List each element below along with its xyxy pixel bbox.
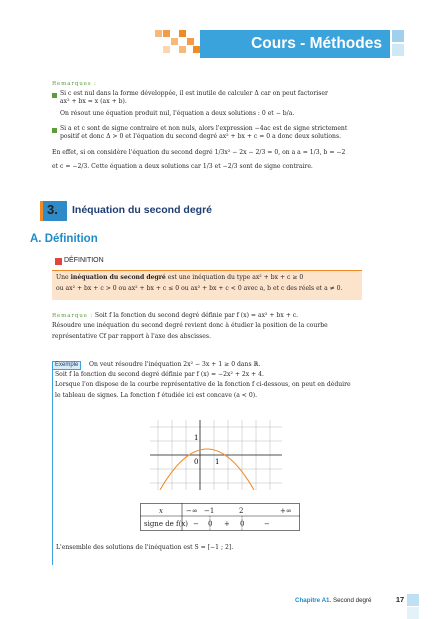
bullet (52, 128, 57, 133)
sign-cell: 0 (240, 520, 245, 528)
example-line-4: le tableau de signes. La fonction f étudiée ici est concave (a < 0). (55, 391, 258, 399)
decor-square (171, 38, 178, 45)
decor-square (179, 46, 186, 53)
definition-text-part: Une (56, 274, 71, 281)
remarque-function-line-2: Résoudre une inéquation du second degré revient donc à étudier la position de la courbe (52, 322, 328, 330)
example-tag: Exemple (52, 361, 81, 370)
sign-table-value: +∞ (280, 507, 292, 515)
page-number: 17 (395, 595, 405, 604)
sign-cell: 0 (208, 520, 213, 528)
section-title: Inéquation du second degré (72, 204, 213, 216)
definition-label: DÉFINITION (64, 257, 104, 264)
remarque-1 (60, 90, 390, 118)
definition-term: inéquation du second degré (70, 274, 166, 281)
example-line-2: Soit f la fonction du second degré définie par f (x) = −2x² + 2x + 4. (55, 371, 264, 378)
remarque-1-line-3: On résout une équation produit nul, l'équation a deux solutions : 0 et − b/a. (60, 109, 295, 117)
sign-cell: − (193, 520, 199, 528)
remarque-function-line-1 (52, 312, 372, 320)
example-line-3: Lorsque l'on dispose de la courbe représentative de la fonction f ci-dessous, on peut en déduire (55, 381, 351, 389)
remarque-2-line-2: positif et donc Δ > 0 et l'équation du second degré ax² + bx + c = 0 a donc deux solutions. (60, 133, 342, 141)
decor-square (407, 594, 419, 606)
page-header (0, 0, 435, 55)
definition-icon (55, 258, 62, 265)
sign-table-value: 2 (239, 507, 244, 515)
decor-square (187, 38, 194, 45)
sign-cell: − (264, 520, 270, 528)
footer-chapter-name: Second degré (332, 597, 372, 604)
section-number: 3. (47, 202, 58, 217)
remarque-2-line-3: En effet, si on considère l'équation du second degré 1/3x² − 2x − 2/3 = 0, on a a = 1/3, b = −2 (52, 149, 346, 156)
sign-table-value: −1 (204, 507, 215, 515)
footer-chapter-number: Chapitre A1. (295, 597, 332, 604)
sign-table (140, 503, 300, 531)
subsection-title: A. Définition (30, 233, 98, 245)
decor-square (163, 30, 170, 37)
sign-cell: + (224, 520, 230, 528)
sign-table-row-label: signe de f(x) (144, 520, 189, 528)
remarque-function (52, 312, 372, 341)
decor-square (392, 44, 404, 56)
decor-square (163, 46, 170, 53)
remarque-text: Soit f la fonction du second degré définie par f (x) = ax² + bx + c. (93, 312, 299, 319)
function-graph (150, 420, 282, 490)
example-bar (52, 361, 53, 565)
decor-square (392, 30, 404, 42)
definition-box-border (52, 270, 362, 271)
graph-label-y1: 1 (194, 434, 199, 442)
example-conclusion: L'ensemble des solutions de l'inéquation est S = [−1 ; 2]. (56, 544, 234, 551)
remarques-label: Remarques : (52, 81, 97, 87)
example-line-1: On veut résoudre l'inéquation 2x² − 3x + 1 ≥ 0 dans ℝ. (89, 361, 261, 368)
remarque-2 (60, 125, 390, 142)
remarque-function-line-3: représentative Cf par rapport à l'axe des abscisses. (52, 332, 211, 340)
definition-line-1 (56, 274, 361, 282)
remarque-2-line-4: et c = −2/3. Cette équation a deux solutions car 1/3 et −2/3 sont de signe contraire. (52, 163, 313, 171)
page-title: Cours - Méthodes (251, 35, 382, 52)
definition-text-part: est une inéquation du type ax² + bx + c ≥ 0 (165, 274, 304, 281)
decor-square (407, 607, 419, 619)
bullet (52, 93, 57, 98)
graph-label-x1: 1 (215, 458, 220, 466)
decor-square (155, 30, 162, 37)
sign-table-value: −∞ (186, 507, 198, 515)
sign-table-header-x: x (159, 507, 163, 515)
footer-chapter (295, 597, 371, 604)
remarque-2-line-1: Si a et c sont de signe contraire et non nuls, alors l'expression −4ac est de signe strictement (60, 125, 348, 132)
definition-line-2: ou ax² + bx + c > 0 ou ax² + bx + c ≤ 0 ou ax² + bx + c < 0 avec a, b et c des réels et a ≠ 0. (56, 285, 343, 293)
definition-text (56, 274, 361, 294)
example-text (55, 371, 395, 400)
decor-square (179, 30, 186, 37)
decor-square (193, 46, 200, 53)
remarque-2-example (52, 149, 392, 172)
graph-label-origin: 0 (194, 458, 199, 466)
remarque-label: Remarque : (52, 313, 93, 319)
remarque-1-line-1: Si c est nul dans la forme développée, il est inutile de calculer Δ car on peut factoriser (60, 90, 328, 97)
remarque-1-line-2: ax² + bx = x (ax + b). (60, 98, 127, 106)
